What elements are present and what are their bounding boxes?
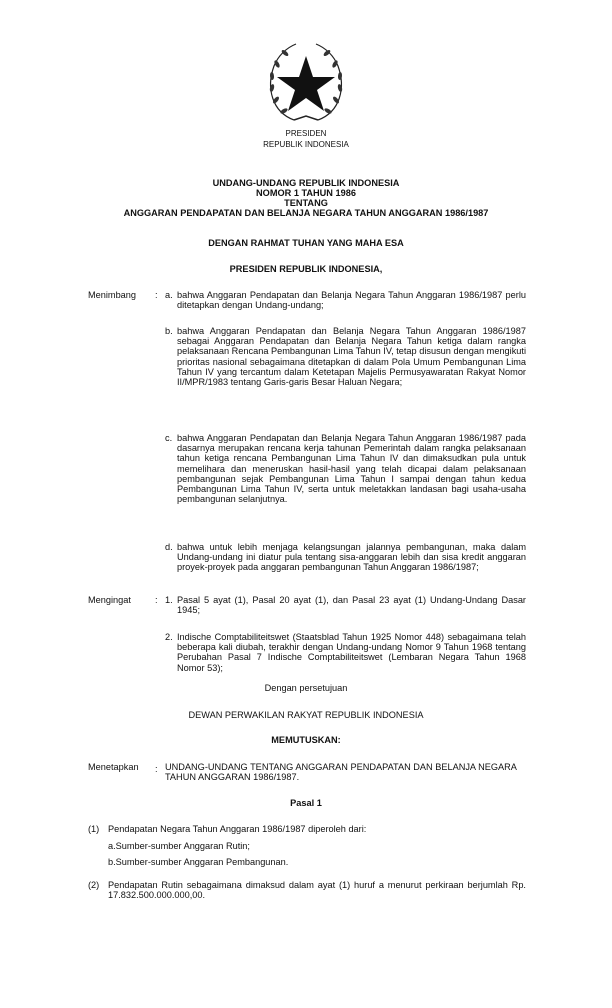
mengingat-label: Mengingat	[88, 595, 131, 605]
colon: :	[155, 764, 158, 774]
item-mark: c.	[165, 433, 173, 443]
dpr-line: DEWAN PERWAKILAN RAKYAT REPUBLIK INDONESIA	[188, 710, 424, 720]
title-line: ANGGARAN PENDAPATAN DAN BELANJA NEGARA TAHUN ANGGARAN 1986/1987	[123, 208, 489, 218]
mengingat-item-1: Pasal 5 ayat (1), Pasal 20 ayat (1), dan Pasal 23 ayat (1) Undang-Undang Dasar 1945;	[177, 595, 526, 616]
mengingat-item-2: Indische Comptabiliteitswet (Staatsblad Tahun 1925 Nomor 448) sebagaimana telah beberapa kali diubah, terakhir dengan Undang-undang Nomor 9 Tahun 1968 tentang Perubahan Pasal 7 Indische Comptabiliteitswet (Lembaran Negara Tahun 1968 Nomor 53);	[177, 632, 526, 673]
ayat-1-text: Pendapatan Negara Tahun Anggaran 1986/1987 diperoleh dari:	[108, 824, 367, 834]
decide-heading: MEMUTUSKAN:	[271, 735, 341, 745]
grace-line: DENGAN RAHMAT TUHAN YANG MAHA ESA	[208, 238, 404, 248]
item-mark: a.	[165, 290, 173, 300]
ayat-1-sub-b: b.Sumber-sumber Anggaran Pembangunan.	[108, 857, 289, 867]
approval-line: Dengan persetujuan	[264, 683, 348, 693]
item-mark: b.	[165, 326, 173, 336]
menimbang-label: Menimbang	[88, 290, 137, 300]
title-line: TENTANG	[284, 198, 328, 208]
ayat-mark: (2)	[88, 880, 100, 890]
header-line-2: REPUBLIK INDONESIA	[263, 140, 349, 149]
pasal-heading: Pasal 1	[290, 798, 322, 808]
ayat-2-text: Pendapatan Rutin sebagaimana dimaksud dalam ayat (1) huruf a menurut perkiraan berjumlah Rp. 17.832.500.000.000,00.	[108, 880, 526, 901]
colon: :	[155, 290, 158, 300]
menetapkan-text: UNDANG-UNDANG TENTANG ANGGARAN PENDAPATAN DAN BELANJA NEGARA TAHUN ANGGARAN 1986/1987.	[165, 762, 517, 783]
item-mark: d.	[165, 542, 173, 552]
menetapkan-label: Menetapkan	[88, 762, 139, 772]
president-line: PRESIDEN REPUBLIK INDONESIA,	[229, 264, 383, 274]
menimbang-item-a: bahwa Anggaran Pendapatan dan Belanja Negara Tahun Anggaran 1986/1987 perlu ditetapkan dengan Undang-undang;	[177, 290, 526, 311]
menimbang-item-c: bahwa Anggaran Pendapatan dan Belanja Negara Tahun Anggaran 1986/1987 pada dasarnya merupakan rencana kerja tahunan Pemerintah dalam rangka pelaksanaan tahun ketiga rencana Pembangunan Lima Tahun IV dan dimaksudkan pula untuk memelihara dan meneruskan hasil-hasil yang telah dicapai dalam pelaksanaan pembangunan sejak Pembangunan Lima Tahun I sampai dengan tahun kedua Pembangunan Lima Tahun IV, serta untuk meletakkan landasan bagi usaha-usaha pembangunan selanjutnya.	[177, 433, 526, 505]
colon: :	[155, 595, 158, 605]
ayat-mark: (1)	[88, 824, 100, 834]
menimbang-item-b: bahwa Anggaran Pendapatan dan Belanja Negara Tahun Anggaran 1986/1987 sebagai Anggaran Pendapatan dan Belanja Negara Tahun ketiga dalam rangka pelaksanaan Rencana Pembangunan Lima Tahun IV, tetap disusun dengan mengikuti prioritas nasional sebagaimana ditetapkan di dalam Pola Umum Pembangunan Lima Tahun IV yang tercantum dalam Ketetapan Majelis Permusyawaratan Rakyat Nomor II/MPR/1983 tentang Garis-garis Besar Haluan Negara;	[177, 326, 526, 388]
item-mark: 2.	[165, 632, 173, 642]
menimbang-item-d: bahwa untuk lebih menjaga kelangsungan jalannya pembangunan, maka dalam Undang-undang ini diatur pula tentang sisa-anggaran lebih dan sisa kredit anggaran proyek-proyek pada anggaran pembangunan Tahun Anggaran 1986/1987;	[177, 542, 526, 573]
ayat-1-sub-a: a.Sumber-sumber Anggaran Rutin;	[108, 841, 250, 851]
garuda-star-emblem-icon	[264, 40, 348, 126]
header-line-1: PRESIDEN	[285, 129, 327, 138]
title-line: UNDANG-UNDANG REPUBLIK INDONESIA	[212, 178, 400, 188]
item-mark: 1.	[165, 595, 173, 605]
title-line: NOMOR 1 TAHUN 1986	[256, 188, 356, 198]
